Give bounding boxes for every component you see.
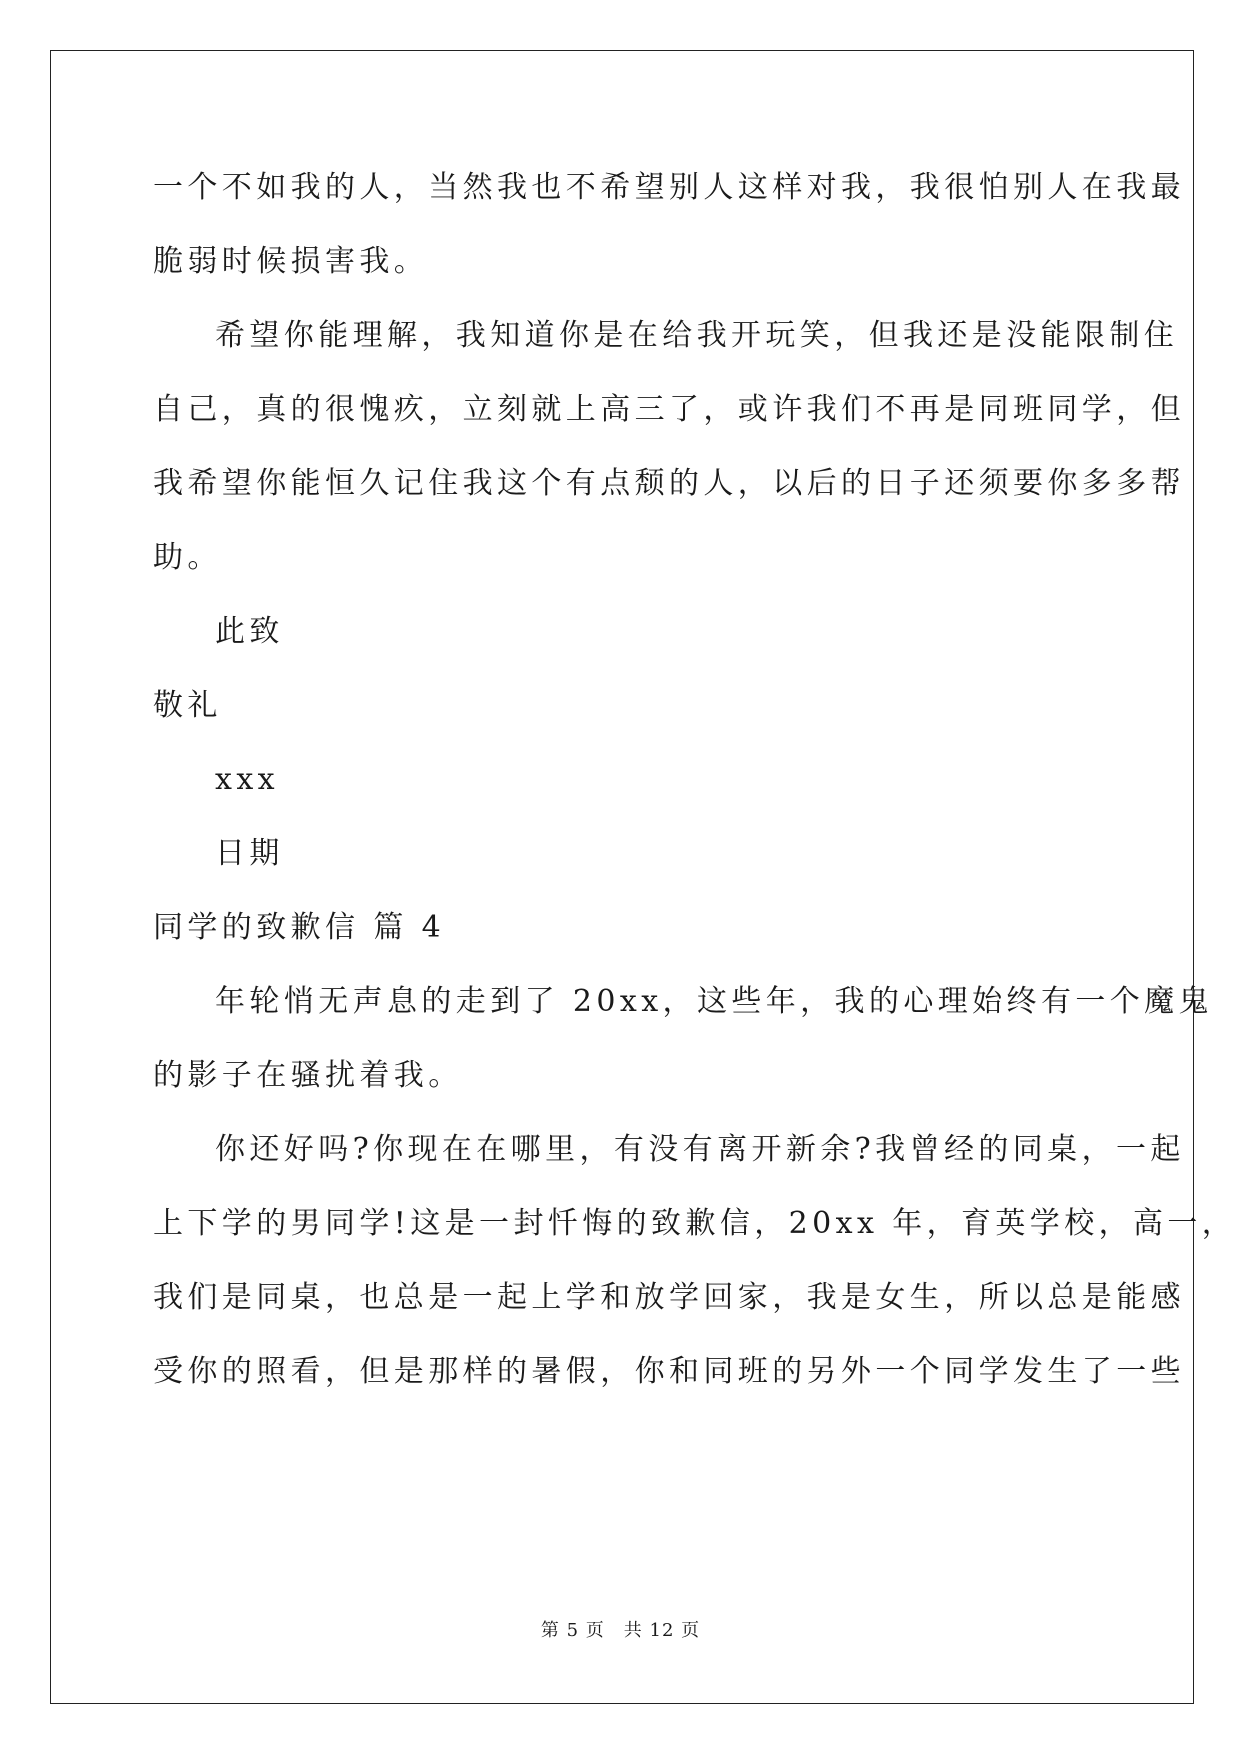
section-heading: 同学的致歉信 篇 4 — [153, 910, 446, 945]
text-line: 自己，真的很愧疚，立刻就上高三了，或许我们不再是同班同学，但 — [153, 392, 1185, 427]
text-line: 你还好吗?你现在在哪里，有没有离开新余?我曾经的同桌，一起 — [215, 1132, 1185, 1167]
page-number: 第 5 页 共 12 页 — [540, 1620, 701, 1641]
text-line: 的影子在骚扰着我。 — [153, 1058, 463, 1093]
salutation-regards: 敬礼 — [153, 688, 222, 723]
text-line: 希望你能理解，我知道你是在给我开玩笑，但我还是没能限制住 — [215, 318, 1179, 353]
date-line: 日期 — [215, 836, 284, 871]
text-line: 上下学的男同学!这是一封忏悔的致歉信，20xx 年，育英学校，高一， — [153, 1206, 1237, 1241]
text-line: 脆弱时候损害我。 — [153, 244, 429, 279]
page-border — [50, 50, 1194, 1704]
salutation-closing: 此致 — [215, 614, 284, 649]
text-line: 我希望你能恒久记住我这个有点颓的人，以后的日子还须要你多多帮 — [153, 466, 1185, 501]
text-line: 受你的照看，但是那样的暑假，你和同班的另外一个同学发生了一些 — [153, 1354, 1185, 1389]
text-line: 我们是同桌，也总是一起上学和放学回家，我是女生，所以总是能感 — [153, 1280, 1185, 1315]
signature: xxx — [215, 762, 279, 797]
text-line: 年轮悄无声息的走到了 20xx，这些年，我的心理始终有一个魔鬼 — [215, 984, 1213, 1019]
text-line: 一个不如我的人，当然我也不希望别人这样对我，我很怕别人在我最 — [153, 170, 1185, 205]
text-line: 助。 — [153, 540, 222, 575]
